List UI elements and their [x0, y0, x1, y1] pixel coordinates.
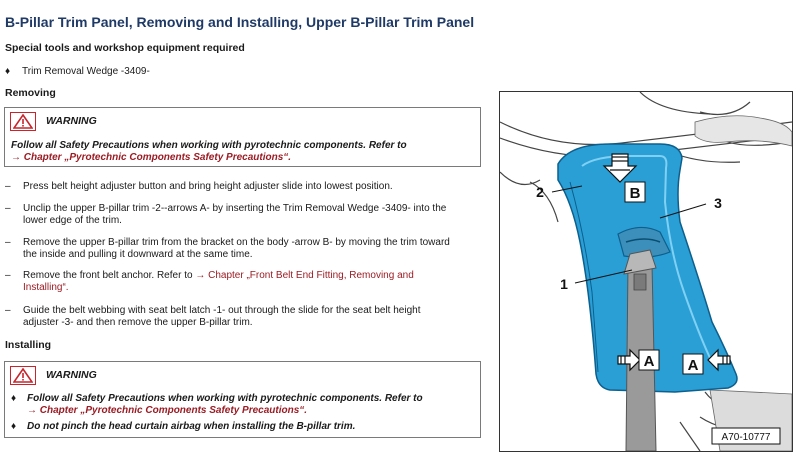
arrow-label-a-right: A: [687, 357, 699, 374]
arrow-label-a-left: A: [643, 353, 655, 370]
warning-box-removing: [4, 107, 481, 167]
warning-text: Follow all Safety Precautions when working with pyrotechnic components. Refer to: [27, 393, 423, 404]
installing-heading: Installing: [5, 339, 52, 351]
chapter-link-front-belt[interactable]: → Chapter „Front Belt End Fitting, Removing and: [195, 270, 414, 281]
warning-item-2: [11, 421, 355, 432]
warning-triangle-icon: [10, 366, 36, 385]
callout-3: 3: [714, 195, 722, 211]
warning-header: [10, 112, 97, 130]
figure-id: A70-10777: [721, 432, 771, 443]
warning-header: [10, 366, 97, 384]
page-title: B-Pillar Trim Panel, Removing and Installing, Upper B-Pillar Trim Panel: [5, 14, 475, 30]
step-4: – Remove the front belt anchor. Refer to → Chapter „Front Belt End Fitting, Removing and Installing“.: [5, 270, 481, 294]
step-5: – Guide the belt webbing with seat belt latch -1- out through the slide for the seat belt height adjuster -3- and then remove the upper B-pillar trim.: [5, 305, 421, 328]
arrow-label-b: B: [629, 185, 641, 202]
tool-item: [5, 66, 150, 77]
b-pillar-illustration: [499, 91, 793, 452]
callout-1: 1: [560, 276, 568, 292]
step-2: – Unclip the upper B-pillar trim -2--arrows A- by inserting the Trim Removal Wedge -3409- into the lower edge of the trim.: [5, 203, 447, 226]
warning-triangle-icon: [10, 112, 36, 131]
warning-text: Follow all Safety Precautions when working with pyrotechnic components. Refer to: [11, 140, 407, 151]
roof-rail: [695, 116, 792, 451]
diamond-bullet-icon: ♦: [11, 393, 17, 404]
special-tools-heading: Special tools and workshop equipment required: [5, 42, 245, 54]
diamond-bullet-icon: ♦: [11, 421, 17, 432]
removing-heading: Removing: [5, 87, 56, 99]
step-3: – Remove the upper B-pillar trim from the bracket on the body -arrow B- by moving the trim toward the inside and pulling it downward at the same time.: [5, 237, 450, 260]
tool-label: Trim Removal Wedge -3409-: [22, 66, 150, 77]
warning-item-1: [11, 393, 423, 404]
warning-link[interactable]: → Chapter „Pyrotechnic Components Safety Precautions“.: [27, 405, 308, 416]
chapter-link-front-belt-cont[interactable]: Installing“.: [23, 282, 69, 293]
callout-2: 2: [536, 184, 544, 200]
warning-label: WARNING: [46, 369, 97, 381]
warning-box-installing: [4, 361, 481, 438]
diamond-bullet-icon: ♦: [5, 66, 11, 77]
step-1: – Press belt height adjuster button and bring height adjuster slide into lowest position.: [5, 181, 393, 192]
warning-label: WARNING: [46, 115, 97, 127]
warning-link[interactable]: → Chapter „Pyrotechnic Components Safety Precautions“.: [11, 152, 292, 163]
warning-text: Do not pinch the head curtain airbag when installing the B-pillar trim.: [27, 421, 356, 432]
